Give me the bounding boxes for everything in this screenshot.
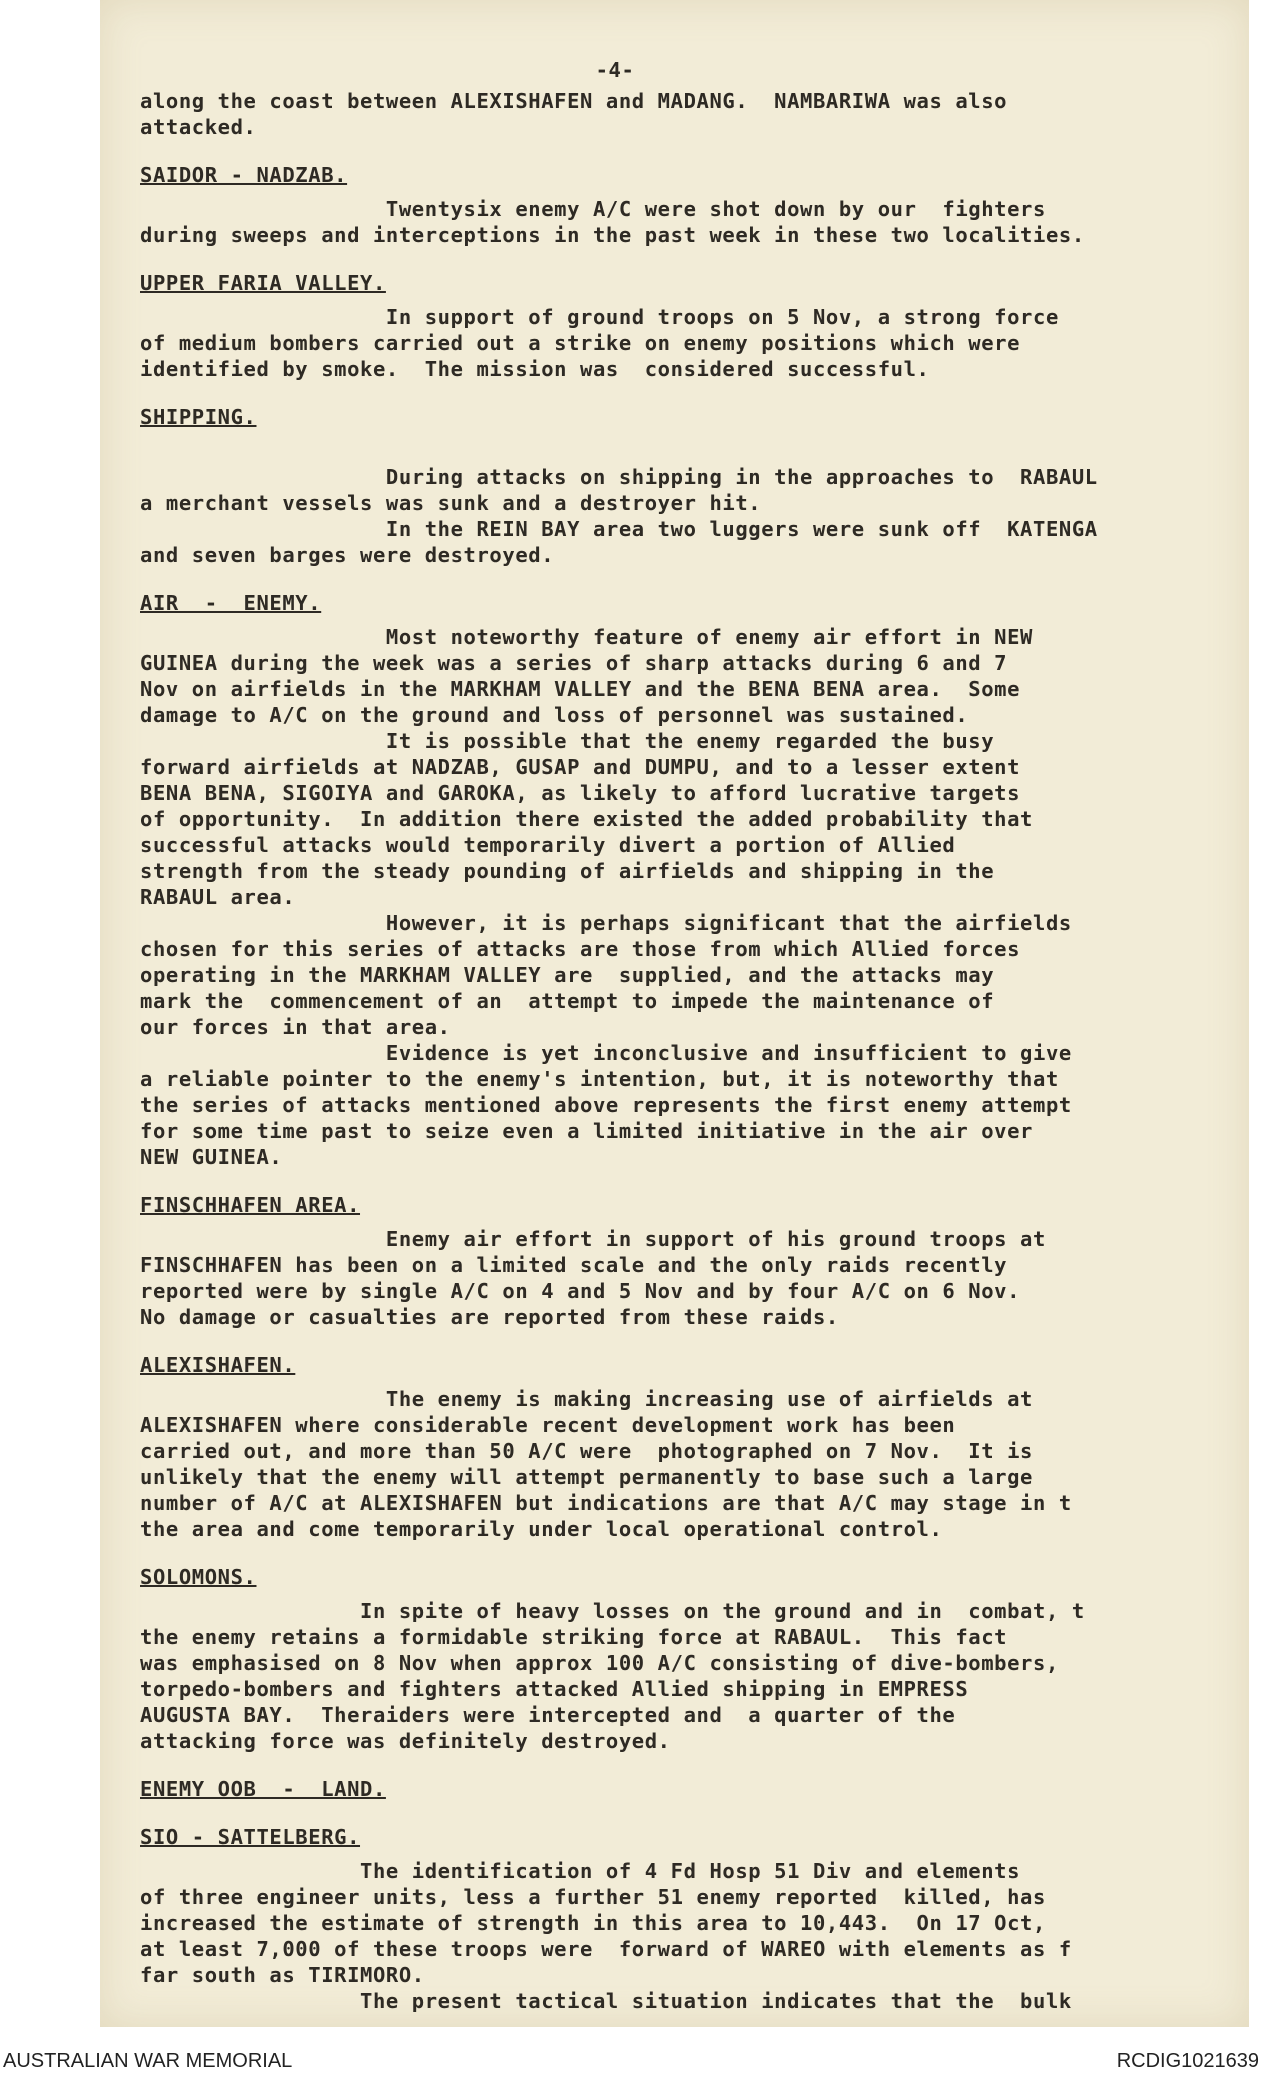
text-line: GUINEA during the week was a series of sharp attacks during 6 and 7 (140, 651, 1008, 675)
text-line: Enemy air effort in support of his ground troops at (140, 1227, 1046, 1251)
text-line: carried out, and more than 50 A/C were photographed on 7 Nov. It is (140, 1439, 1034, 1463)
text-line: of medium bombers carried out a strike on enemy positions which were (140, 331, 1021, 355)
text-line: the area and come temporarily under local operational control. (140, 1517, 943, 1541)
text-line: our forces in that area. (140, 1015, 451, 1039)
text-line: NEW GUINEA. (140, 1145, 283, 1169)
text-line: operating in the MARKHAM VALLEY are supplied, and the attacks may (140, 963, 995, 987)
text-line: a merchant vessels was sunk and a destroyer hit. (140, 491, 762, 515)
text-line: reported were by single A/C on 4 and 5 Nov and by four A/C on 6 Nov. (140, 1279, 1021, 1303)
text-line: along the coast between ALEXISHAFEN and MADANG. NAMBARIWA was also (140, 89, 1008, 113)
text-line: chosen for this series of attacks are those from which Allied forces (140, 937, 1021, 961)
text-line (140, 438, 1230, 464)
paragraph-block (140, 1858, 1230, 2014)
text-line: No damage or casualties are reported from these raids. (140, 1305, 839, 1329)
text-line: AUGUSTA BAY. Theraiders were intercepted and a quarter of the (140, 1703, 956, 1727)
document-body (140, 88, 1230, 2014)
section-heading: AIR - ENEMY. (140, 591, 322, 615)
page-number: -4- (595, 58, 635, 82)
paragraph-block (140, 88, 1230, 140)
text-line: for some time past to seize even a limited initiative in the air over (140, 1119, 1034, 1143)
text-line: BENA BENA, SIGOIYA and GAROKA, as likely to afford lucrative targets (140, 781, 1021, 805)
text-line: the enemy retains a formidable striking force at RABAUL. This fact (140, 1625, 1008, 1649)
text-line: number of A/C at ALEXISHAFEN but indications are that A/C may stage in t (140, 1491, 1072, 1515)
text-line: was emphasised on 8 Nov when approx 100 A/C consisting of dive-bombers, (140, 1651, 1059, 1675)
text-line: a reliable pointer to the enemy's intention, but, it is noteworthy that (140, 1067, 1059, 1091)
text-line: forward airfields at NADZAB, GUSAP and DUMPU, and to a lesser extent (140, 755, 1021, 779)
paragraph-block (140, 438, 1230, 568)
paragraph-block (140, 1226, 1230, 1330)
paragraph-block (140, 624, 1230, 1170)
text-line: During attacks on shipping in the approaches to RABAUL (140, 465, 1098, 489)
text-line: The identification of 4 Fd Hosp 51 Div and elements (140, 1859, 1021, 1883)
text-line: unlikely that the enemy will attempt permanently to base such a large (140, 1465, 1034, 1489)
text-line: In support of ground troops on 5 Nov, a strong force (140, 305, 1059, 329)
typed-document (140, 60, 1230, 2014)
text-line: ALEXISHAFEN where considerable recent development work has been (140, 1413, 956, 1437)
text-line: Evidence is yet inconclusive and insufficient to give (140, 1041, 1072, 1065)
section-heading: SOLOMONS. (140, 1565, 257, 1589)
text-line: The enemy is making increasing use of airfields at (140, 1387, 1034, 1411)
section-heading: SIO - SATTELBERG. (140, 1825, 361, 1849)
text-line: during sweeps and interceptions in the past week in these two localities. (140, 223, 1085, 247)
section-heading: ENEMY OOB - LAND. (140, 1777, 386, 1801)
text-line: the series of attacks mentioned above represents the first enemy attempt (140, 1093, 1072, 1117)
text-line: The present tactical situation indicates that the bulk (140, 1989, 1072, 2013)
text-line: at least 7,000 of these troops were forward of WAREO with elements as f (140, 1937, 1072, 1961)
text-line: far south as TIRIMORO. (140, 1963, 425, 1987)
text-line: successful attacks would temporarily divert a portion of Allied (140, 833, 956, 857)
paragraph-block (140, 1386, 1230, 1542)
paper-sheet (100, 0, 1249, 2027)
text-line: Most noteworthy feature of enemy air effort in NEW (140, 625, 1034, 649)
text-line: increased the estimate of strength in this area to 10,443. On 17 Oct, (140, 1911, 1046, 1935)
text-line: Nov on airfields in the MARKHAM VALLEY and the BENA BENA area. Some (140, 677, 1021, 701)
text-line: attacking force was definitely destroyed. (140, 1729, 671, 1753)
text-line: FINSCHHAFEN has been on a limited scale and the only raids recently (140, 1253, 1008, 1277)
text-line: mark the commencement of an attempt to impede the maintenance of (140, 989, 995, 1013)
section-heading: SAIDOR - NADZAB. (140, 163, 348, 187)
text-line: RABAUL area. (140, 885, 296, 909)
footer-record-id: RCDIG1021639 (1116, 2050, 1259, 2072)
paragraph-block (140, 1598, 1230, 1754)
text-line: of opportunity. In addition there existed the added probability that (140, 807, 1034, 831)
section-heading: FINSCHHAFEN AREA. (140, 1193, 361, 1217)
text-line: of three engineer units, less a further 51 enemy reported killed, has (140, 1885, 1046, 1909)
text-line: Twentysix enemy A/C were shot down by our fighters (140, 197, 1046, 221)
section-heading: SHIPPING. (140, 405, 257, 429)
footer-archive-name: AUSTRALIAN WAR MEMORIAL (3, 2050, 293, 2072)
text-line: In the REIN BAY area two luggers were sunk off KATENGA (140, 517, 1098, 541)
section-heading: UPPER FARIA VALLEY. (140, 271, 386, 295)
text-line: damage to A/C on the ground and loss of personnel was sustained. (140, 703, 969, 727)
text-line: However, it is perhaps significant that the airfields (140, 911, 1072, 935)
text-line: identified by smoke. The mission was considered successful. (140, 357, 930, 381)
text-line: It is possible that the enemy regarded the busy (140, 729, 995, 753)
section-heading: ALEXISHAFEN. (140, 1353, 296, 1377)
text-line: In spite of heavy losses on the ground and in combat, t (140, 1599, 1085, 1623)
text-line: attacked. (140, 115, 257, 139)
text-line: torpedo-bombers and fighters attacked Allied shipping in EMPRESS (140, 1677, 969, 1701)
paragraph-block (140, 196, 1230, 248)
paragraph-block (140, 304, 1230, 382)
text-line: and seven barges were destroyed. (140, 543, 555, 567)
text-line: strength from the steady pounding of airfields and shipping in the (140, 859, 995, 883)
